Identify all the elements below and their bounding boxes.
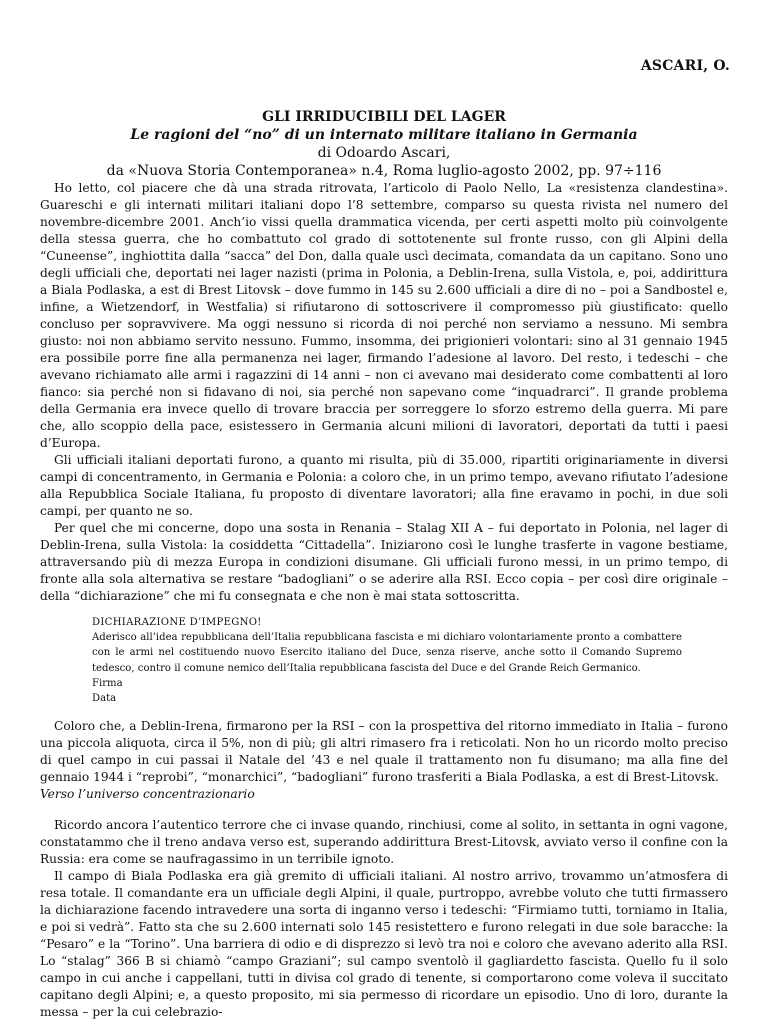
declaration-firma: Firma <box>92 677 123 689</box>
declaration-data: Data <box>92 693 117 705</box>
article-subtitle: Le ragioni del “no” di un internato militare italiano in Germania <box>130 127 638 143</box>
article-body <box>40 180 728 1021</box>
declaration-quote <box>92 615 682 706</box>
declaration-text: Aderisco all’idea repubblicana dell’Italia repubblicana fascista e mi dichiaro volontariamente pronto a combattere con le armi nel costituendo nuovo Esercito italiano del Duce, senza riserve, anche sotto il Comando Supremo tedesco, contro il comune nemico dell’Italia repubblicana fascista del Duce e del Grande Reich Germanico. <box>92 632 682 674</box>
paragraph: Coloro che, a Deblin-Irena, firmarono per la RSI – con la prospettiva del ritorno immediato in Italia – furono una piccola aliquota, circa il 5%, non di più; gli altri rimasero fra i reticolati. Non ho un ricordo molto preciso di quel campo in cui passai il Natale del ’43 e nel quale il trattamento non fu disumano; ma alla fine del gennaio 1944 i “reprobi”, “monarchici”, “badogliani” furono trasferiti a Biala Podlaska, a est di Brest-Litovsk. <box>40 719 728 785</box>
article-source: da «Nuova Storia Contemporanea» n.4, Roma luglio-agosto 2002, pp. 97÷116 <box>106 163 662 179</box>
running-header-author: ASCARI, O. <box>640 58 730 74</box>
declaration-title: DICHIARAZIONE D’IMPEGNO! <box>92 617 262 628</box>
paragraph: Gli ufficiali italiani deportati furono, a quanto mi risulta, più di 35.000, ripartiti originariamente in diversi campi di concentramento, in Germania e Polonia: a coloro che, in un primo tempo, avevano rifiutato l’adesione alla Repubblica Sociale Italiana, fu proposto di diventare lavoratori; alla fine eravamo in pochi, in due soli campi, per quanto ne so. <box>40 453 728 518</box>
section-heading: Verso l’universo concentrazionario <box>40 787 255 802</box>
paragraph: Per quel che mi concerne, dopo una sosta in Renania – Stalag XII A – fui deportato in Polonia, nel lager di Deblin-Irena, sulla Vistola: la cosiddetta “Cittadella”. Iniziarono così le lunghe trasferte in vagone bestiame, attraversando più di mezza Europa in condizioni disumane. Gli ufficiali furono messi, in un primo tempo, di fronte alla sola alternativa se restare “badogliani” o se aderire alla RSI. Ecco copia – per così dire originale – della “dichiarazione” che mi fu consegnata e che non è mai stata sottoscritta. <box>40 521 728 603</box>
title-block <box>40 108 728 180</box>
paragraph: Il campo di Biala Podlaska era già gremito di ufficiali italiani. Al nostro arrivo, trovammo un’atmosfera di resa totale. Il comandante era un ufficiale degli Alpini, il quale, purtroppo, avrebbe voluto che tutti firmassero la dichiarazione facendo intravedere una sorta di inganno verso i tedeschi: “Firmiamo tutti, torniamo in Italia, e poi si vedrà”. Fatto sta che su 2.600 internati solo 145 resistettero e furono relegati in due sole baracche: la “Pesaro” e la “Torino”. Una barriera di odio e di disprezzo si levò tra noi e coloro che avevano aderito alla RSI. Lo “stalag” 366 B si chiamò “campo Graziani”; sul campo sventolò il gagliardetto fascista. Quello fu il solo campo in cui anche i cappellani, tutti in divisa col grado di tenente, si comportarono come voleva il succitato capitano degli Alpini; e, a questo proposito, mi sia permesso di ricordare un episodio. Uno di loro, durante la messa – per la cui celebrazio- <box>40 869 728 1020</box>
paragraph: Ho letto, col piacere che dà una strada ritrovata, l’articolo di Paolo Nello, La «resistenza clandestina». Guareschi e gli internati militari italiani dopo l’8 settembre, comparso su questa rivista nel numero del novembre-dicembre 2001. Anch’io vissi quella drammatica vicenda, per certi aspetti molto più coinvolgente della stessa guerra, che ho combattuto col grado di sottotenente sul fronte russo, con gli Alpini della “Cuneense”, inghiottita dalla “sacca” del Don, dalla quale uscì decimata, comandata da un capitano. Sono uno degli ufficiali che, deportati nei lager nazisti (prima in Polonia, a Deblin-Irena, sulla Vistola, e, poi, addirittura a Biala Podlaska, a est di Brest Litovsk – dove fummo in 145 su 2.600 ufficiali a dire di no – poi a Sandbostel e, infine, a Wietzendorf, in Westfalia) si rifiutarono di sottoscrivere il compromesso più giustificato: quello concluso per sopravvivere. Ma oggi nessuno si ricorda di noi perché non serviamo a nessuno. Mi sembra giusto: noi non abbiamo servito nessuno. Fummo, insomma, dei prigionieri volontari: sino al 31 gennaio 1945 era possibile porre fine alla permanenza nei lager, firmando l’adesione al lavoro. Del resto, i tedeschi – che avevano richiamato alle armi i ragazzini di 14 anni – non ci avevano mai desiderato come combattenti al loro fianco: sia perché non si fidavano di noi, sia perché non sapevano come “inquadrarci”. Il grande problema della Germania era invece quello di trovare braccia per sorreggere lo sforzo estremo della guerra. Mi pare che, allo scoppio della pace, esistessero in Germania alcuni milioni di lavoratori, deportati da tutti i paesi d’Europa. <box>40 181 728 450</box>
article-title: GLI IRRIDUCIBILI DEL LAGER <box>262 109 506 125</box>
paragraph: Ricordo ancora l’autentico terrore che ci invase quando, rinchiusi, come al solito, in settanta in ogni vagone, constatammo che il treno andava verso est, superando addirittura Brest-Litovsk, avviato verso il confine con la Russia: era come se naufragassimo in un terribile ignoto. <box>40 818 728 867</box>
article-byline: di Odoardo Ascari, <box>317 145 451 161</box>
